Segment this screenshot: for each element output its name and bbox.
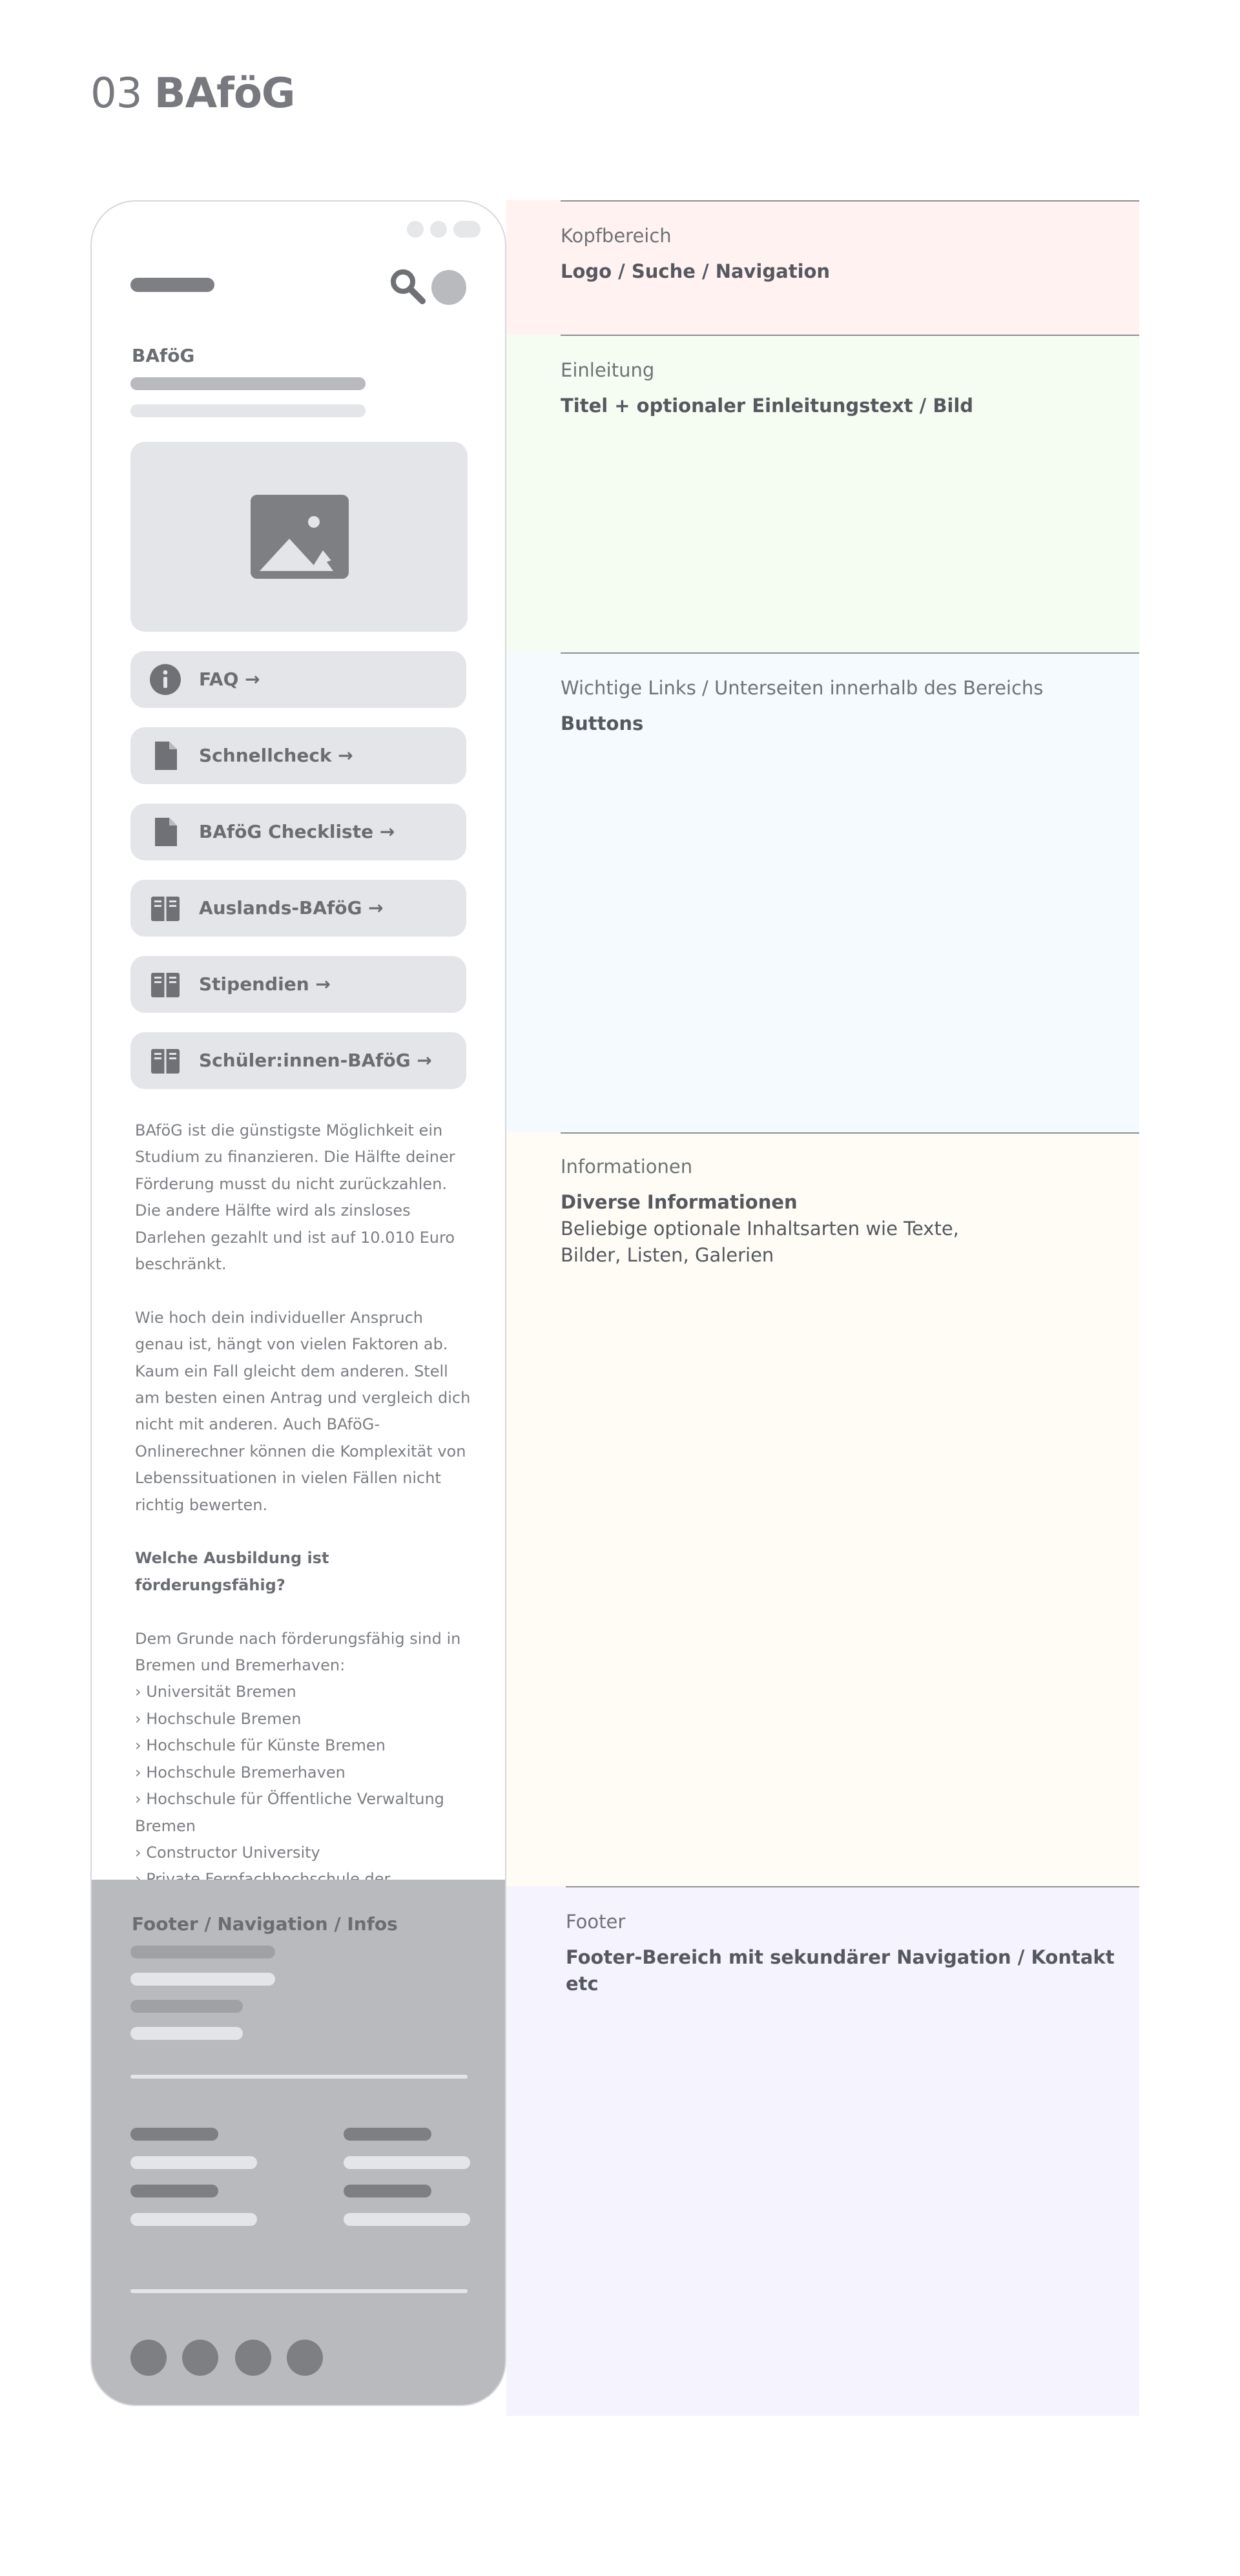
list-intro: Dem Grunde nach förderungsfähig sind in Bremen und Bremerhaven:: [135, 1629, 461, 1675]
book-icon: [150, 893, 181, 924]
footer-divider: [130, 2289, 468, 2293]
social-icon[interactable]: [130, 2340, 167, 2376]
mobile-wireframe: [90, 200, 506, 2406]
intro-text-placeholder: [130, 404, 366, 417]
footer-link-placeholder[interactable]: [130, 2027, 243, 2040]
footer-column-heading: [344, 2128, 431, 2141]
document-icon: [150, 740, 181, 771]
band-informationen: [506, 1132, 1139, 1887]
link-button-schnellcheck[interactable]: [130, 727, 466, 784]
band-description: Logo / Suche / Navigation: [561, 260, 831, 282]
list-item: › Universität Bremen: [135, 1683, 296, 1701]
institution-list: [135, 1626, 471, 1920]
section-title: BAföG: [132, 345, 195, 366]
band-divider: [561, 1132, 1139, 1134]
link-button-schueler-bafoeg[interactable]: [130, 1032, 466, 1089]
list-item: › Constructor University: [135, 1843, 320, 1862]
list-item: › Hochschule Bremen: [135, 1709, 302, 1728]
info-paragraph: BAföG ist die günstigste Möglichkeit ein Studium zu finanzieren. Die Hälfte deiner Förderung musst du nicht zurückzahlen. Die andere Hälfte wird als zinsloses Darlehen gezahlt und ist auf 10.010 Euro beschränkt.: [135, 1121, 455, 1274]
info-icon: [150, 664, 181, 695]
band-divider: [561, 335, 1139, 336]
footer-link-placeholder[interactable]: [344, 2156, 470, 2169]
band-footer: [506, 1886, 1139, 2416]
link-button-label: Schnellcheck →: [199, 745, 353, 766]
info-text: [135, 1117, 471, 1920]
social-icon[interactable]: [182, 2340, 218, 2376]
footer-link-placeholder[interactable]: [130, 2213, 257, 2226]
intro-text-placeholder: [130, 377, 366, 390]
link-button-label: BAföG Checkliste →: [199, 821, 395, 842]
footer-column-heading: [130, 2128, 218, 2141]
footer-area: [92, 1880, 506, 2406]
search-icon[interactable]: [388, 266, 428, 306]
info-paragraph: Wie hoch dein individueller Anspruch genau ist, hängt von vielen Faktoren ab. Kaum ein Fall gleicht dem anderen. Stell am besten einen Antrag und vergleich dich nicht mit anderen. Auch BAföG-Onlinerechner können die Komplexität von Lebenssituationen in vielen Fällen nicht richtig bewerten.: [135, 1308, 471, 1514]
status-pill: [453, 221, 480, 238]
footer-title: Footer / Navigation / Infos: [132, 1913, 398, 1935]
menu-icon[interactable]: [431, 270, 466, 305]
band-divider: [561, 652, 1139, 654]
link-button-label: Stipendien →: [199, 973, 331, 995]
image-icon: [251, 495, 349, 579]
band-description: Footer-Bereich mit sekundärer Navigation / Kontakt etc: [566, 1946, 1115, 1995]
footer-link-placeholder[interactable]: [130, 2156, 257, 2169]
status-dot: [430, 221, 447, 238]
band-label: Informationen: [561, 1156, 693, 1178]
band-divider: [561, 200, 1139, 202]
info-question: Welche Ausbildung ist förderungsfähig?: [135, 1549, 329, 1594]
link-button-checkliste[interactable]: [130, 804, 466, 860]
intro-image-placeholder: [130, 442, 468, 632]
band-label: Kopfbereich: [561, 225, 672, 247]
footer-divider: [130, 2075, 468, 2079]
footer-link-placeholder[interactable]: [130, 1946, 275, 1958]
footer-column-heading: [130, 2185, 218, 2197]
list-item: › Hochschule für Öffentliche Verwaltung Bremen: [135, 1790, 444, 1835]
footer-column-heading: [344, 2185, 431, 2197]
band-wichtige-links: [506, 652, 1139, 1132]
link-button-auslands-bafoeg[interactable]: [130, 880, 466, 937]
footer-link-placeholder[interactable]: [344, 2213, 470, 2226]
status-dot: [407, 221, 424, 238]
footer-link-placeholder[interactable]: [130, 1973, 275, 1986]
book-icon: [150, 1045, 181, 1076]
band-description: Titel + optionaler Einleitungstext / Bild: [561, 395, 974, 417]
logo-placeholder[interactable]: [130, 278, 214, 292]
book-icon: [150, 969, 181, 1000]
social-icon[interactable]: [287, 2340, 323, 2376]
list-item: › Hochschule Bremerhaven: [135, 1763, 346, 1781]
link-button-stipendien[interactable]: [130, 956, 466, 1013]
page-title: [90, 70, 294, 118]
band-einleitung: [506, 335, 1139, 652]
social-icon[interactable]: [235, 2340, 271, 2376]
band-divider: [566, 1886, 1139, 1887]
band-label: Wichtige Links / Unterseiten innerhalb des Bereichs: [561, 677, 1044, 699]
link-button-label: FAQ →: [199, 669, 260, 690]
footer-link-placeholder[interactable]: [130, 2000, 243, 2013]
band-label: Footer: [566, 1911, 626, 1933]
band-label: Einleitung: [561, 359, 655, 381]
band-kopfbereich: [506, 200, 1139, 335]
list-item: › Hochschule für Künste Bremen: [135, 1736, 386, 1755]
link-button-label: Auslands-BAföG →: [199, 897, 384, 919]
link-button-faq[interactable]: [130, 651, 466, 708]
document-icon: [150, 816, 181, 847]
link-button-label: Schüler:innen-BAföG →: [199, 1050, 432, 1071]
band-description: Buttons: [561, 712, 644, 734]
page-number: 03: [90, 70, 142, 118]
band-description: Diverse Informationen Beliebige optionale Inhaltsarten wie Texte, Bilder, Listen, Galerien: [561, 1191, 959, 1266]
page-name: BAföG: [154, 70, 295, 118]
